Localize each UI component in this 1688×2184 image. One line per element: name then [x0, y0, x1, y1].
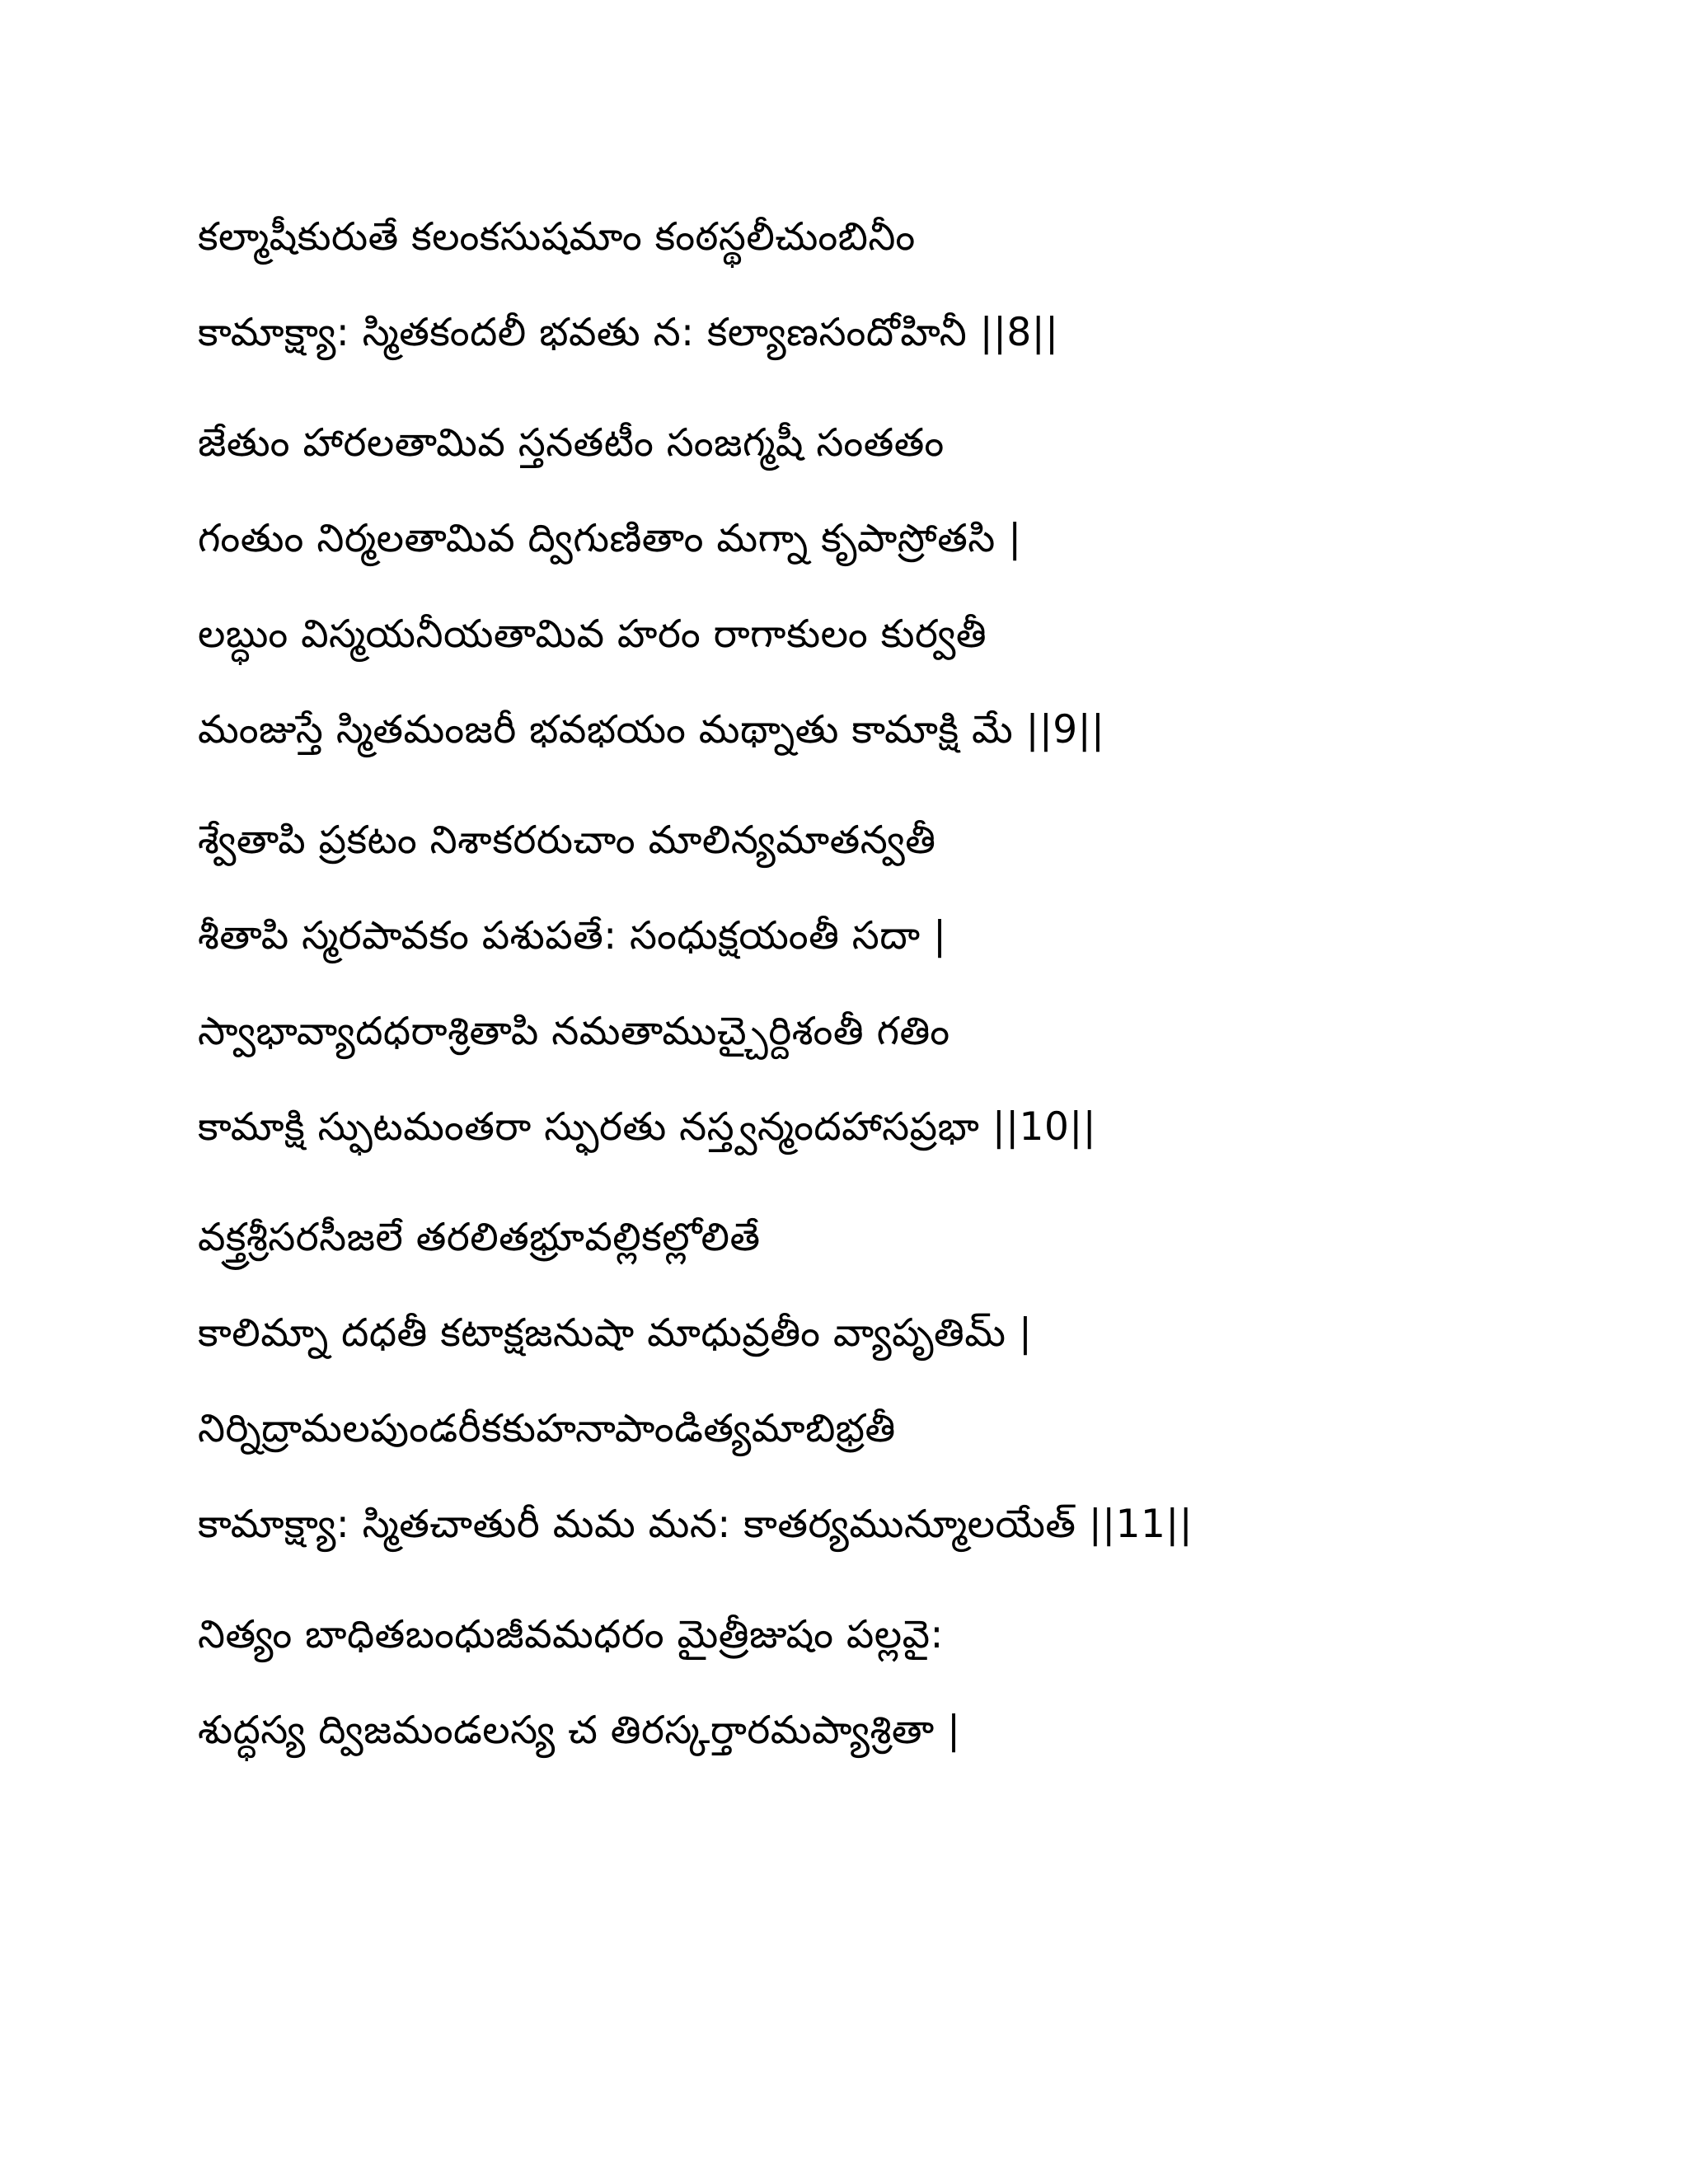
- verse-line: కామాక్ష్యా: స్మితకందలీ భవతు న: కల్యాణసందోహినీ ||8||: [198, 310, 1059, 355]
- verse-line: మంజుస్తే స్మితమంజరీ భవభయం మథ్నాతు కామాక్షి మే ||9||: [198, 707, 1105, 752]
- verse-body: [198, 190, 1599, 1779]
- verse-line: కామాక్ష్యా: స్మితచాతురీ మమ మన: కాతర్యమున్మూలయేత్ ||11||: [198, 1502, 1193, 1547]
- stanza-12-partial: [198, 1587, 1599, 1779]
- stanza-8: [198, 190, 1599, 381]
- verse-line: కాలిమ్నా దధతీ కటాక్షజనుషా మాధువ్రతీం వ్యాపృతిమ్ |: [198, 1310, 1033, 1356]
- verse-line: కామాక్షి స్ఫుటమంతరా స్ఫురతు నస్త్వన్మందహాసప్రభా ||10||: [198, 1104, 1097, 1150]
- stanza-11: [198, 1190, 1599, 1572]
- verse-line: వక్త్రశ్రీసరసీజలే తరలితభ్రూవల్లికల్లోలితే: [198, 1215, 761, 1260]
- verse-line: కల్మాషీకురుతే కలంకసుషమాం కంఠస్థలీచుంబినీం: [198, 214, 916, 260]
- verse-line: శుద్ధస్య ద్విజమండలస్య చ తిరస్కర్తారమప్యాశ్రితా |: [198, 1708, 961, 1753]
- verse-line: నిర్నిద్రామలపుండరీకకుహనాపాండిత్యమాబిభ్రతీ: [198, 1406, 896, 1451]
- verse-line: శ్వేతాపి ప్రకటం నిశాకరరుచాం మాలిన్యమాతన్వతీ: [198, 818, 936, 863]
- verse-line: గంతుం నిర్మలతామివ ద్విగుణితాం మగ్నా కృపాస్రోతసి |: [198, 516, 1022, 561]
- stanza-10: [198, 793, 1599, 1175]
- stanza-9: [198, 396, 1599, 778]
- verse-line: స్వాభావ్యాదధరాశ్రితాపి నమతాముచ్చైర్దిశంతీ గతిం: [198, 1009, 950, 1054]
- verse-line: నిత్యం బాధితబంధుజీవమధరం మైత్రీజుషం పల్లవై:: [198, 1612, 944, 1657]
- verse-line: లబ్ధుం విస్మయనీయతామివ హరం రాగాకులం కుర్వతీ: [198, 612, 987, 657]
- verse-line: శీతాపి స్మరపావకం పశుపతే: సంధుక్షయంతీ సదా |: [198, 913, 947, 958]
- verse-line: జేతుం హారలతామివ స్తనతటీం సంజగ్మషీ సంతతం: [198, 420, 945, 466]
